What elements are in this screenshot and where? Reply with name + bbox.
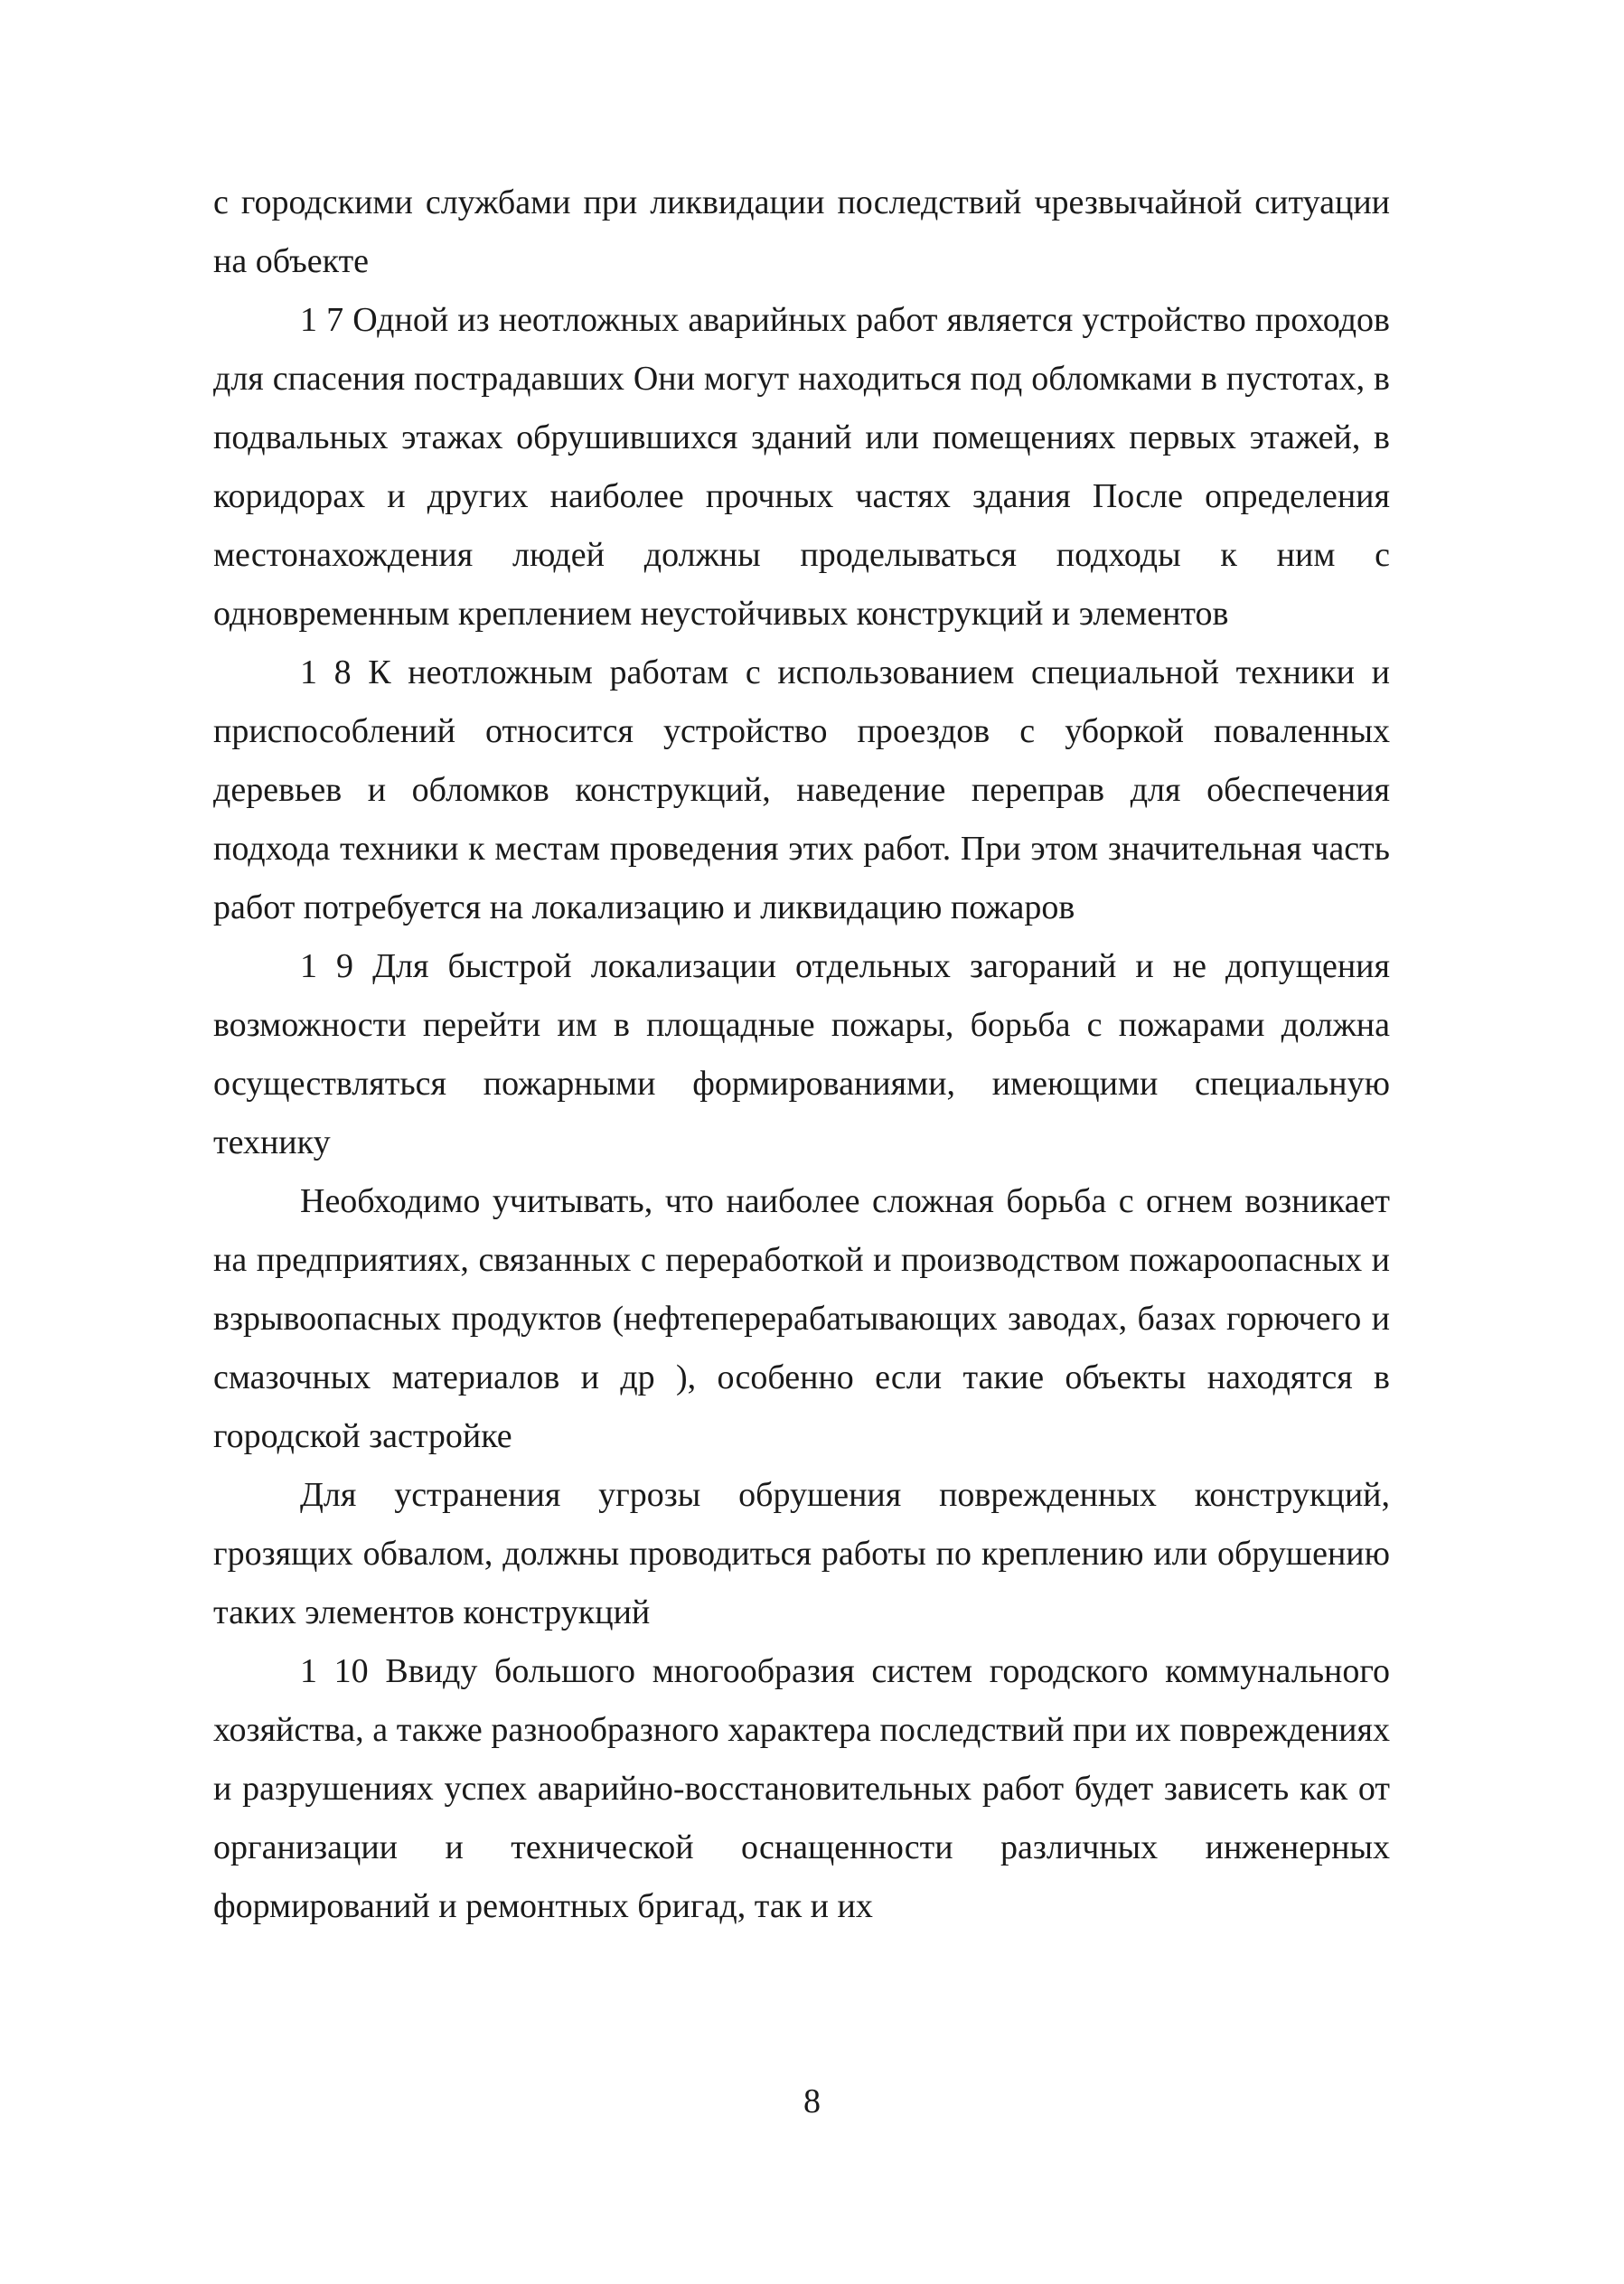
paragraph-1-7: 1 7 Одной из неотложных аварийных работ является устройство проходов для спасения пострадавших Они могут находиться под обломками в пустотах, в подвальных этажах обрушившихся зданий или помещениях первых этажей, в коридорах и других наиболее прочных частях здания После определения местонахождения людей должны проделываться подходы к ним с одновременным креплением неустойчивых конструкций и элементов (213, 301, 1390, 633)
paragraph-1-8: 1 8 К неотложным работам с использованием специальной техники и приспособлений относится устройство проездов с уборкой поваленных деревьев и обломков конструкций, наведение переправ для обеспечения подхода техники к местам проведения этих работ. При этом значительная часть работ потребуется на локализацию и ликвидацию пожаров (213, 653, 1390, 926)
paragraph-1-9: 1 9 Для быстрой локализации отдельных загораний и не допущения возможности перейти им в площадные пожары, борьба с пожарами должна осуществляться пожарными формированиями, имеющими специальную технику (213, 947, 1390, 1161)
paragraph-1-10: 1 10 Ввиду большого многообразия систем городского коммунального хозяйства, а также разнообразного характера последствий при их повреждениях и разрушениях успех аварийно-восстановительных работ будет зависеть как от организации и технической оснащенности различных инженерных формирований и ремонтных бригад, так и их (213, 1652, 1390, 1925)
paragraph-fire-fighting: Необходимо учитывать, что наиболее сложная борьба с огнем возникает на предприятиях, связанных с переработкой и производством пожароопасных и взрывоопасных продуктов (нефтеперерабатывающих заводах, базах горючего и смазочных материалов и др ), особенно если такие объекты находятся в городской застройке (213, 1182, 1390, 1455)
paragraph-continuation: с городскими службами при ликвидации последствий чрезвычайной ситуации на объекте (213, 183, 1390, 280)
paragraph-collapse-prevention: Для устранения угрозы обрушения поврежденных конструкций, грозящих обвалом, должны проводиться работы по креплению или обрушению таких элементов конструкций (213, 1476, 1390, 1631)
page-number: 8 (803, 2082, 821, 2120)
body-text (213, 174, 1390, 1936)
